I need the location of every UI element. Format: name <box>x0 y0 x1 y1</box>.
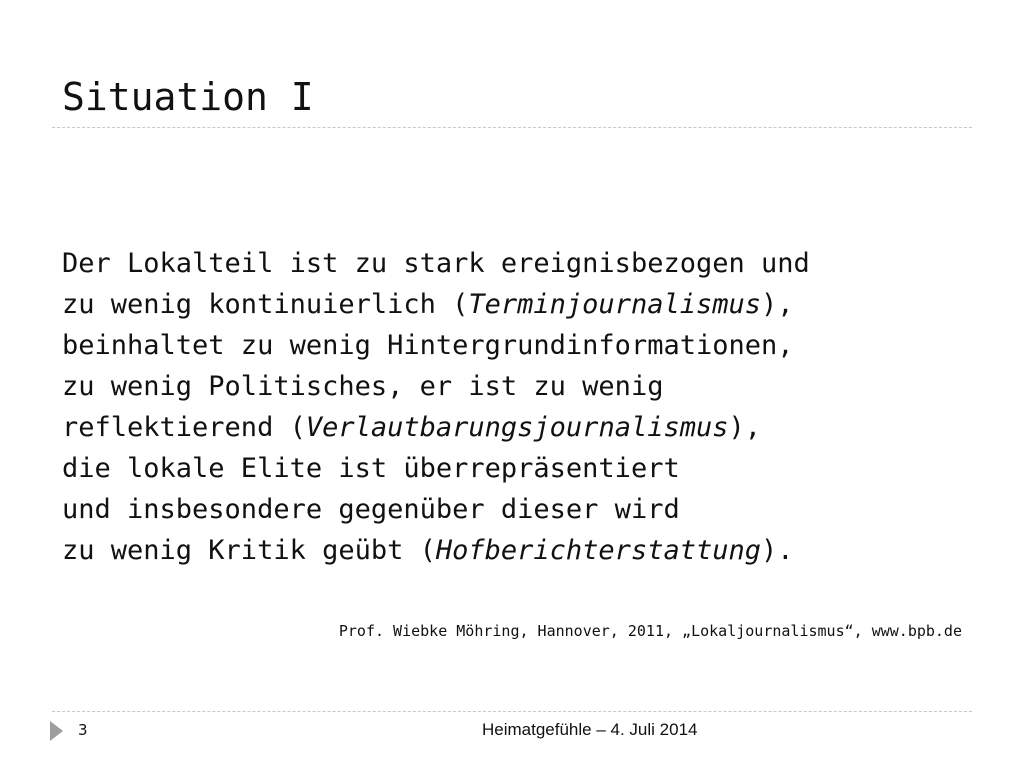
body-text: ). <box>760 535 794 566</box>
body-text: zu wenig Kritik geübt ( <box>62 535 436 566</box>
body-text: die lokale Elite ist überrepräsentiert <box>62 453 680 484</box>
footer-divider <box>52 711 972 712</box>
body-emphasis: Hofberichterstattung <box>435 535 761 566</box>
body-text: zu wenig kontinuierlich ( <box>62 289 469 320</box>
body-line <box>62 530 810 571</box>
body-text: reflektierend ( <box>62 412 306 443</box>
body-line <box>62 489 810 530</box>
triangle-right-icon <box>50 721 63 741</box>
source-citation: Prof. Wiebke Möhring, Hannover, 2011, „Lokaljournalismus“, www.bpb.de <box>338 622 962 640</box>
body-line <box>62 407 810 448</box>
body-line <box>62 243 810 284</box>
body-text: beinhaltet zu wenig Hintergrundinformationen, <box>62 330 794 361</box>
body-emphasis: Terminjournalismus <box>468 289 761 320</box>
body-text: zu wenig Politisches, er ist zu wenig <box>62 371 664 402</box>
title-divider <box>52 127 972 128</box>
body-text: und insbesondere gegenüber dieser wird <box>62 494 680 525</box>
body-line <box>62 325 810 366</box>
body-text: ), <box>761 289 794 320</box>
slide-body <box>62 243 810 571</box>
body-line <box>62 284 810 325</box>
page-number: 3 <box>78 721 88 739</box>
slide-title: Situation I <box>62 75 314 119</box>
body-text: ), <box>728 412 761 443</box>
body-line <box>62 448 810 489</box>
footer-text: Heimatgefühle – 4. Juli 2014 <box>482 720 698 739</box>
body-line <box>62 366 810 407</box>
body-text: Der Lokalteil ist zu stark ereignisbezogen und <box>62 248 810 279</box>
body-emphasis: Verlautbarungsjournalismus <box>305 412 729 443</box>
